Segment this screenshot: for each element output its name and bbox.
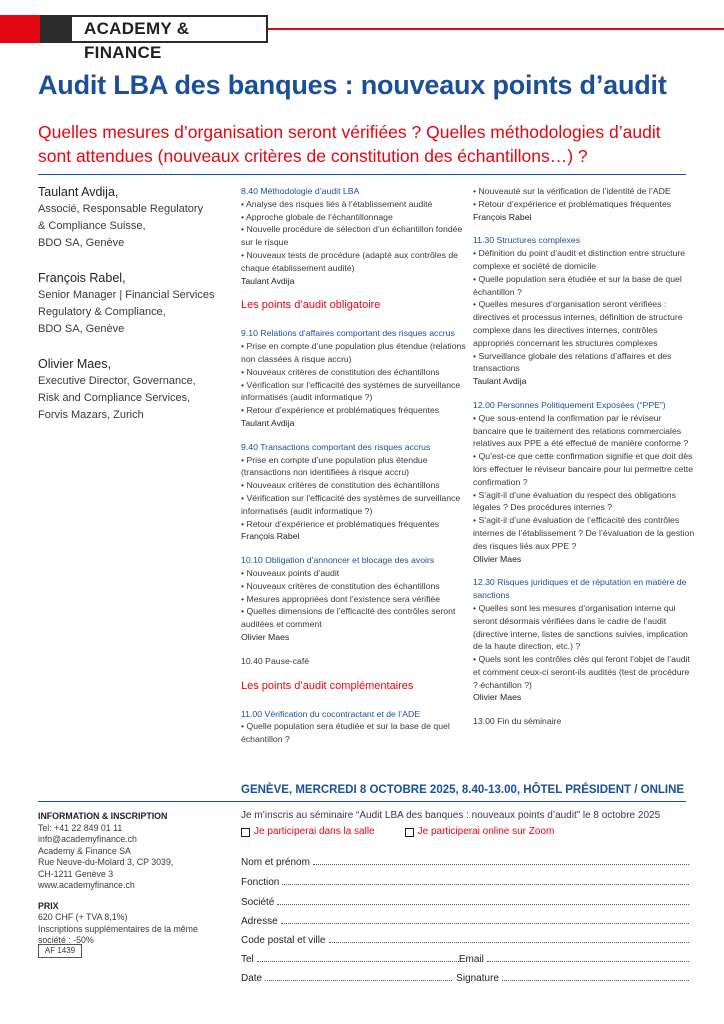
adresse-field[interactable] bbox=[241, 915, 689, 927]
option-room[interactable] bbox=[241, 825, 375, 839]
speakers-list bbox=[38, 183, 228, 441]
checkbox-room[interactable] bbox=[241, 828, 250, 837]
checkbox-zoom[interactable] bbox=[405, 828, 414, 837]
session-item: • Quelle population sera étudiée et sur la base de quel échantillon ? bbox=[473, 273, 682, 297]
fonction-field[interactable] bbox=[241, 876, 689, 888]
session-item: • Prise en compte d’une population plus étendue (transactions non identifiées à risque accru) bbox=[241, 454, 428, 478]
signature-field-label: Signature bbox=[456, 973, 499, 984]
speaker-role-line: BDO SA, Genève bbox=[38, 323, 125, 335]
reference-code: AF 1439 bbox=[38, 944, 82, 958]
session-item: • Que sous-entend la confirmation par le réviseur bancaire que le traitement des relations commerciales relatives aux PPE a été effectué de manière conforme ? bbox=[473, 412, 689, 449]
speaker-maes bbox=[38, 355, 228, 424]
email-input-line[interactable] bbox=[487, 953, 689, 962]
red-accent-block bbox=[0, 15, 40, 43]
contact-email-link[interactable]: info@academyfinance.ch bbox=[38, 834, 137, 844]
option-zoom[interactable] bbox=[405, 825, 555, 839]
page-title: Audit LBA des banques : nouveaux points d’audit bbox=[38, 70, 667, 100]
speaker-role-line: Executive Director, Governance, bbox=[38, 375, 196, 387]
contact-block bbox=[38, 811, 218, 892]
program-column-1 bbox=[241, 185, 476, 757]
section-title-obligatoire: Les points d’audit obligatoire bbox=[241, 299, 381, 312]
session-item: • Retour d’expérience et problématiques fréquentes bbox=[473, 198, 672, 209]
societe-field[interactable] bbox=[241, 896, 689, 908]
contact-street: Rue Neuve-du-Molard 3, CP 3039, bbox=[38, 857, 174, 867]
session-item: • Nouveauté sur la vérification de l’identité de l’ADE bbox=[473, 186, 671, 196]
societe-input-line[interactable] bbox=[277, 896, 689, 905]
cp-field[interactable] bbox=[241, 934, 689, 946]
session-item: • Nouveaux critères de constitution des échantillons bbox=[241, 366, 440, 377]
session-1230 bbox=[473, 576, 695, 704]
cp-field-label: Code postal et ville bbox=[241, 935, 326, 946]
tel-input-line[interactable] bbox=[257, 953, 459, 962]
session-940 bbox=[241, 441, 476, 543]
session-heading: 9.10 Relations d’affaires comportant des risques accrus bbox=[241, 328, 455, 339]
session-heading: 12.30 Risques juridiques et de réputation en matière de sanctions bbox=[473, 577, 687, 601]
speaker-role-line: Senior Manager | Financial Services bbox=[38, 289, 215, 301]
speaker-rabel bbox=[38, 269, 228, 338]
session-1010 bbox=[241, 554, 476, 644]
session-speaker: Taulant Avdija bbox=[241, 417, 295, 428]
coffee-break: 10.40 Pause-café bbox=[241, 655, 310, 666]
session-item: • Retour d’expérience et problématiques fréquentes bbox=[241, 405, 440, 416]
date-divider bbox=[38, 801, 686, 802]
event-date-location: GENÈVE, MERCREDI 8 OCTOBRE 2025, 8.40-13.00, HÔTEL PRÉSIDENT / ONLINE bbox=[241, 784, 685, 796]
contact-phone: Tel: +41 22 849 01 11 bbox=[38, 822, 123, 833]
option-room-label: Je participerai dans la salle bbox=[254, 826, 375, 837]
attendance-options bbox=[241, 825, 689, 839]
session-heading: 10.10 Obligation d’annoncer et blocage des avoirs bbox=[241, 555, 435, 566]
cp-input-line[interactable] bbox=[329, 934, 690, 943]
brand-logo: ACADEMY & FINANCE bbox=[70, 15, 268, 43]
session-speaker: Taulant Avdija bbox=[473, 376, 527, 387]
price-line: 620 CHF (+ TVA 8,1%) bbox=[38, 912, 128, 922]
contact-company: Academy & Finance SA bbox=[38, 845, 131, 856]
session-heading: 9.40 Transactions comportant des risques accrus bbox=[241, 441, 431, 452]
session-840 bbox=[241, 185, 476, 287]
session-heading: 11.00 Vérification du cocontractant et de l’ADE bbox=[241, 708, 421, 719]
name-field-label: Nom et prénom bbox=[241, 857, 310, 868]
date-input-line[interactable] bbox=[265, 972, 452, 981]
tel-field-label: Tel bbox=[241, 954, 254, 965]
contact-website-link[interactable]: www.academyfinance.ch bbox=[38, 880, 135, 890]
price-block bbox=[38, 901, 218, 947]
session-item: • Prise en compte d’une population plus étendue (relations non classées à risque accru) bbox=[241, 341, 466, 364]
section-title-complementaires: Les points d’audit complémentaires bbox=[241, 679, 414, 692]
registration-form bbox=[241, 809, 689, 984]
info-panel bbox=[38, 811, 218, 956]
contact-city: CH-1211 Genève 3 bbox=[38, 868, 114, 879]
speaker-role-line: & Compliance Suisse, bbox=[38, 220, 146, 232]
session-item: • Nouveaux tests de procédure (adapté aux contrôles de chaque établissement audité) bbox=[241, 249, 458, 273]
page-subtitle: Quelles mesures d’organisation seront vérifiées ? Quelles méthodologies d’audit sont attendues (nouveaux critères de constitution des échantillons…) ? bbox=[38, 122, 661, 166]
session-speaker: François Rabel bbox=[241, 531, 300, 542]
name-input-line[interactable] bbox=[313, 856, 689, 865]
session-item: • Analyse des risques liés à l’établissement audité bbox=[241, 198, 433, 209]
societe-field-label: Société bbox=[241, 897, 275, 908]
session-1100 bbox=[241, 708, 476, 746]
session-1130 bbox=[473, 234, 695, 388]
session-item: • Vérification sur l’efficacité des systèmes de surveillance informatisés (audit informatique ?) bbox=[241, 492, 461, 516]
session-item: • Quelles mesures d’organisation seront vérifiées : directives et processus internes, définition de structure complexe dans les directives internes, contrôles appropriés concernant les structures complexes bbox=[473, 299, 683, 348]
session-item: • Qu’est-ce que cette confirmation signifie et que doit dès lors effectuer le réviseur bancaire pour lui permettre cette confirmation ? bbox=[473, 451, 694, 487]
header-rule bbox=[268, 28, 724, 30]
session-item: • Quelles sont les mesures d’organisation interne qui seront désormais vérifiées dans le cadre de l’audit (directive interne, listes de sanctions suivies, implication de la haute direction, etc.) ? bbox=[473, 602, 688, 652]
speaker-avdija bbox=[38, 183, 228, 252]
speaker-role-line: BDO SA, Genève bbox=[38, 237, 125, 249]
session-item: • Approche globale de l’échantillonnage bbox=[241, 211, 393, 222]
info-heading: INFORMATION & INSCRIPTION bbox=[38, 811, 168, 821]
speaker-name: François Rabel, bbox=[38, 271, 126, 285]
price-line: société : -50% bbox=[38, 935, 94, 945]
session-item: • Nouveaux points d’audit bbox=[241, 567, 340, 578]
session-910 bbox=[241, 327, 476, 429]
session-item: • S’agit-il d’une évaluation du respect des obligations légales ? Des procédures internes ? bbox=[473, 489, 676, 513]
option-zoom-label: Je participerai online sur Zoom bbox=[417, 826, 555, 837]
session-speaker: Olivier Maes bbox=[473, 553, 522, 564]
seminar-end: 13.00 Fin du séminaire bbox=[473, 716, 562, 727]
session-heading: 8.40 Méthodologie d’audit LBA bbox=[241, 186, 360, 196]
session-speaker: Taulant Avdija bbox=[241, 275, 295, 286]
dark-accent-block bbox=[40, 15, 70, 43]
form-intro: Je m’inscris au séminaire “Audit LBA des banques : nouveaux points d’audit” le 8 octobre 2025 bbox=[241, 810, 661, 821]
session-item: • S’agit-il d’une évaluation de l’efficacité des contrôles internes de l’établissement ? De l’évaluation de la gestion des risques liés aux PPE ? bbox=[473, 515, 695, 551]
session-item: • Quelle population sera étudiée et sur la base de quel échantillon ? bbox=[241, 721, 450, 745]
session-item: • Nouvelle procédure de sélection d’un échantillon fondée sur le risque bbox=[241, 224, 463, 248]
session-heading: 12.00 Personnes Politiquement Exposées (“PPE”) bbox=[473, 399, 666, 410]
speaker-role-line: Forvis Mazars, Zurich bbox=[38, 409, 144, 421]
speaker-name: Olivier Maes, bbox=[38, 357, 111, 371]
fonction-input-line[interactable] bbox=[282, 876, 689, 885]
session-speaker: François Rabel bbox=[473, 211, 532, 222]
signature-input-line[interactable] bbox=[502, 972, 689, 981]
session-item: • Vérification sur l’efficacité des systèmes de surveillance informatisés (audit informatique ?) bbox=[241, 379, 461, 403]
session-heading: 11.30 Structures complexes bbox=[473, 235, 581, 246]
session-item: • Surveillance globale des relations d’affaires et des transactions bbox=[473, 350, 672, 374]
session-item: • Mesures appropriées dont l’existence sera vérifiée bbox=[241, 593, 441, 604]
name-field[interactable] bbox=[241, 856, 689, 868]
tel-email-row bbox=[241, 953, 689, 965]
speaker-role-line: Associé, Responsable Regulatory bbox=[38, 203, 204, 215]
date-signature-row bbox=[241, 972, 689, 984]
session-item: • Quelles dimensions de l’efficacité des contrôles seront auditées et comment bbox=[241, 606, 456, 630]
speaker-role-line: Regulatory & Compliance, bbox=[38, 306, 166, 318]
program-column-2 bbox=[473, 185, 695, 739]
adresse-field-label: Adresse bbox=[241, 916, 278, 927]
session-speaker: Olivier Maes bbox=[473, 692, 522, 703]
fonction-field-label: Fonction bbox=[241, 877, 280, 888]
session-item: • Nouveaux critères de constitution des échantillons bbox=[241, 480, 440, 491]
adresse-input-line[interactable] bbox=[281, 915, 689, 924]
date-field-label: Date bbox=[241, 973, 263, 984]
speaker-name: Taulant Avdija, bbox=[38, 185, 119, 199]
session-speaker: Olivier Maes bbox=[241, 631, 290, 642]
session-item: • Quels sont les contrôles clés qui feront l’objet de l’audit et comment ceux-ci seront-ils audités (test de procédure ? échantillon ?) bbox=[473, 654, 690, 690]
session-item: • Définition du point d’audit et distinction entre structure complexe et société de domicile bbox=[473, 248, 686, 271]
price-heading: PRIX bbox=[38, 900, 59, 911]
email-field-label: Email bbox=[458, 954, 484, 965]
session-1200 bbox=[473, 399, 695, 565]
price-line: Inscriptions supplémentaires de la même bbox=[38, 923, 198, 934]
session-item: • Nouveaux critères de constitution des échantillons bbox=[241, 580, 440, 591]
session-item: • Retour d’expérience et problématiques fréquentes bbox=[241, 518, 440, 529]
speaker-role-line: Risk and Compliance Services, bbox=[38, 392, 191, 404]
session-1100-continued bbox=[473, 185, 695, 223]
title-divider bbox=[38, 174, 686, 175]
top-banner bbox=[0, 15, 724, 62]
